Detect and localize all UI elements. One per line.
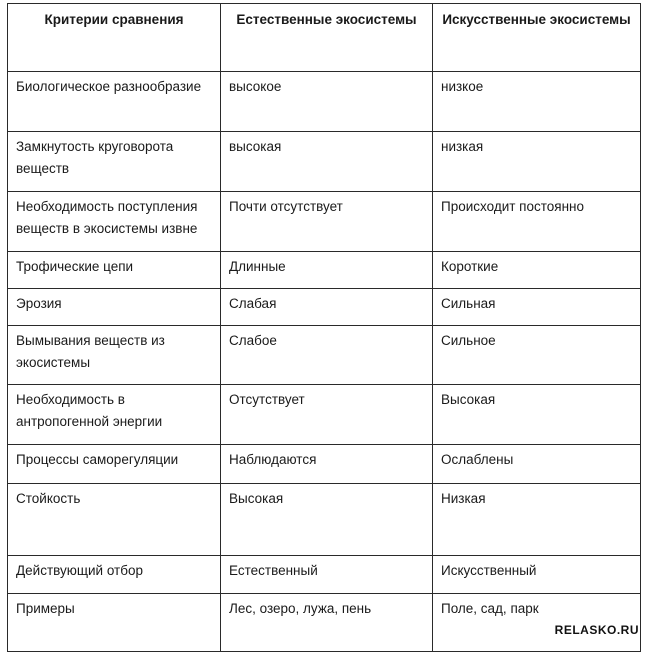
criteria-cell: Процессы саморегуляции	[8, 445, 221, 484]
criteria-cell: Примеры	[8, 594, 221, 652]
artificial-cell: Короткие	[433, 252, 641, 289]
comparison-table	[7, 3, 641, 652]
natural-cell: Слабое	[221, 326, 433, 385]
natural-cell: Высокая	[221, 484, 433, 556]
table-row	[8, 289, 641, 326]
natural-cell: Естественный	[221, 556, 433, 594]
header-criteria: Критерии сравнения	[8, 4, 221, 72]
criteria-cell: Биологическое разнообразие	[8, 72, 221, 132]
criteria-cell: Необходимость поступления веществ в экосистемы извне	[8, 192, 221, 252]
natural-cell: Слабая	[221, 289, 433, 326]
natural-cell: высокая	[221, 132, 433, 192]
table-row	[8, 594, 641, 652]
artificial-cell: Поле, сад, парк	[433, 594, 641, 652]
criteria-cell: Трофические цепи	[8, 252, 221, 289]
watermark: RELASKO.RU	[554, 623, 639, 637]
artificial-cell: Высокая	[433, 385, 641, 445]
criteria-cell: Эрозия	[8, 289, 221, 326]
table-row	[8, 556, 641, 594]
criteria-cell: Замкнутость круговорота веществ	[8, 132, 221, 192]
table-row	[8, 484, 641, 556]
header-artificial: Искусственные экосистемы	[433, 4, 641, 72]
artificial-cell: низкое	[433, 72, 641, 132]
natural-cell: Лес, озеро, лужа, пень	[221, 594, 433, 652]
artificial-cell: низкая	[433, 132, 641, 192]
artificial-cell: Ослаблены	[433, 445, 641, 484]
criteria-cell: Необходимость в антропогенной энергии	[8, 385, 221, 445]
natural-cell: высокое	[221, 72, 433, 132]
criteria-cell: Действующий отбор	[8, 556, 221, 594]
table-row	[8, 445, 641, 484]
artificial-cell: Низкая	[433, 484, 641, 556]
natural-cell: Отсутствует	[221, 385, 433, 445]
artificial-cell: Искусственный	[433, 556, 641, 594]
table-row	[8, 326, 641, 385]
header-row	[8, 4, 641, 72]
table-row	[8, 132, 641, 192]
header-natural: Естественные экосистемы	[221, 4, 433, 72]
artificial-cell: Сильное	[433, 326, 641, 385]
criteria-cell: Вымывания веществ из экосистемы	[8, 326, 221, 385]
artificial-cell: Сильная	[433, 289, 641, 326]
table-row	[8, 72, 641, 132]
artificial-cell: Происходит постоянно	[433, 192, 641, 252]
criteria-cell: Стойкость	[8, 484, 221, 556]
table-row	[8, 252, 641, 289]
natural-cell: Почти отсутствует	[221, 192, 433, 252]
natural-cell: Наблюдаются	[221, 445, 433, 484]
natural-cell: Длинные	[221, 252, 433, 289]
table-row	[8, 192, 641, 252]
table-row	[8, 385, 641, 445]
